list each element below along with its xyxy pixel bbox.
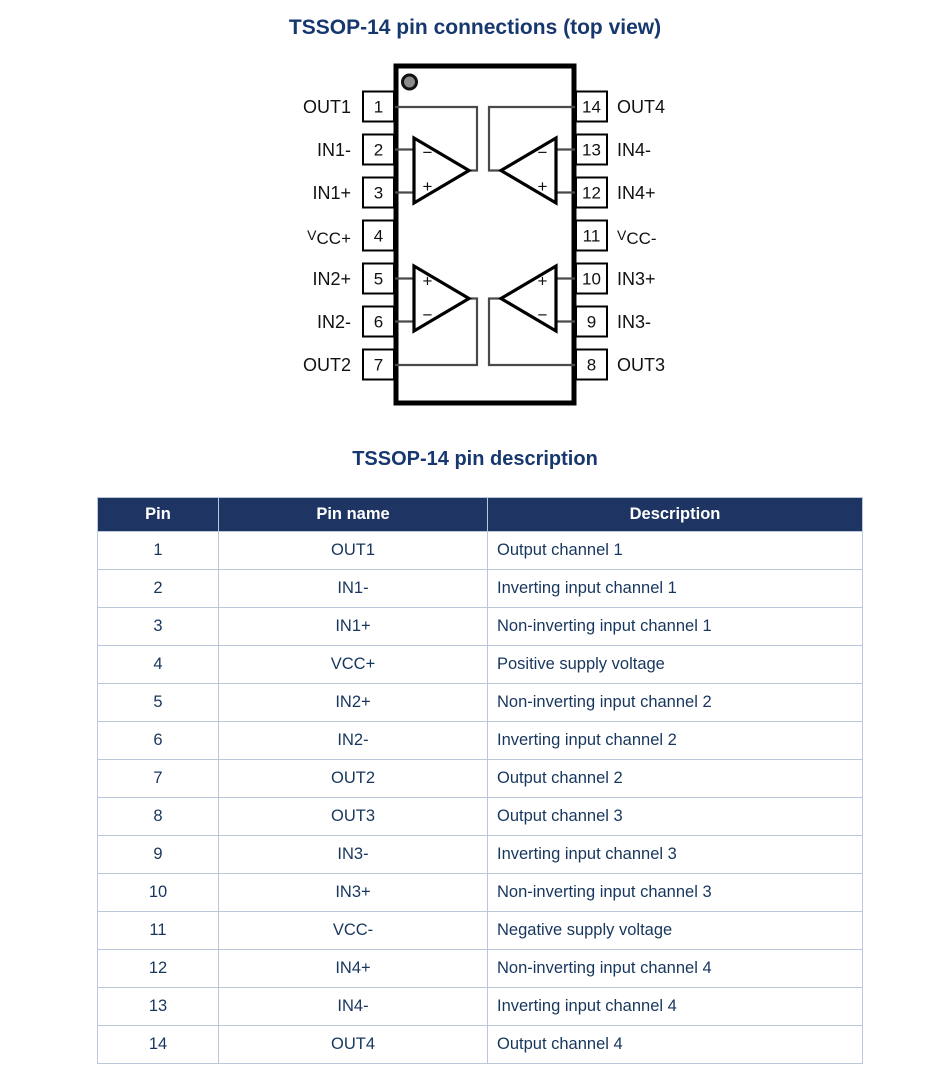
table-row (98, 836, 863, 874)
name-cell: VCC+ (219, 646, 488, 684)
name-cell: IN3- (219, 836, 488, 874)
name-cell: IN4+ (219, 950, 488, 988)
pin-cell: 13 (98, 988, 219, 1026)
opamp4-plus-icon: + (537, 177, 548, 196)
table-row (98, 874, 863, 912)
desc-cell: Output channel 3 (488, 798, 863, 836)
pin-cell: 7 (98, 760, 219, 798)
pin-number: 6 (373, 312, 384, 332)
pin-label-out3: OUT3 (617, 355, 666, 375)
pin-label-in1plus: IN1+ (312, 183, 351, 203)
opamp1-plus-icon: + (422, 177, 433, 196)
name-cell: IN2- (219, 722, 488, 760)
pin-cell: 2 (98, 570, 219, 608)
name-cell: IN3+ (219, 874, 488, 912)
pin-cell: 1 (98, 532, 219, 570)
pin-number: 14 (582, 97, 601, 117)
pin-label-in2plus: IN2+ (312, 269, 351, 289)
table-row (98, 608, 863, 646)
pin-cell: 8 (98, 798, 219, 836)
pin-description-title: TSSOP-14 pin description (352, 448, 598, 470)
table-row (98, 684, 863, 722)
desc-cell: Non-inverting input channel 3 (488, 874, 863, 912)
opamp2-minus-icon: − (422, 305, 433, 325)
pin-label-out4: OUT4 (617, 97, 666, 117)
name-cell: IN1+ (219, 608, 488, 646)
table-row (98, 1026, 863, 1064)
tssop14-pin-diagram (0, 0, 950, 445)
name-cell: IN2+ (219, 684, 488, 722)
pin-number: 8 (586, 355, 597, 375)
pin-label-in4plus: IN4+ (617, 183, 656, 203)
pin-cell: 11 (98, 912, 219, 950)
chip-body (396, 66, 574, 403)
opamp4-minus-icon: − (537, 143, 548, 162)
table-row (98, 532, 863, 570)
header-pin: Pin (98, 498, 219, 532)
name-cell: OUT3 (219, 798, 488, 836)
pin-description-table (97, 497, 863, 1064)
name-cell: VCC- (219, 912, 488, 950)
desc-cell: Inverting input channel 4 (488, 988, 863, 1026)
table-row (98, 646, 863, 684)
pin-cell: 6 (98, 722, 219, 760)
desc-cell: Positive supply voltage (488, 646, 863, 684)
name-cell: OUT4 (219, 1026, 488, 1064)
pin-cell: 14 (98, 1026, 219, 1064)
header-pin-name: Pin name (219, 498, 488, 532)
pin-cell: 10 (98, 874, 219, 912)
pin-number: 9 (586, 312, 597, 332)
pin-number: 7 (373, 355, 384, 375)
pin-number: 3 (373, 183, 384, 203)
pin1-indicator-dot-icon (403, 75, 417, 89)
pin-label-in1minus: IN1- (316, 140, 351, 160)
pin-number: 1 (373, 97, 384, 117)
table-row (98, 988, 863, 1026)
pin-label-out2: OUT2 (302, 355, 351, 375)
pin-number: 11 (582, 226, 601, 246)
pin-number: 10 (582, 269, 601, 289)
pin-label-in3minus: IN3- (617, 312, 652, 332)
desc-cell: Inverting input channel 1 (488, 570, 863, 608)
pin-number: 5 (373, 269, 384, 289)
opamp2-plus-icon: + (422, 271, 433, 291)
pin-label-vccplus: VCC+ (307, 227, 351, 248)
table-row (98, 912, 863, 950)
pin-cell: 4 (98, 646, 219, 684)
pin-number: 4 (373, 226, 384, 246)
pin-label-in2minus: IN2- (316, 312, 351, 332)
pin-number: 12 (582, 183, 601, 203)
pin-cell: 12 (98, 950, 219, 988)
header-description: Description (488, 498, 863, 532)
table-row (98, 798, 863, 836)
pin-label-in4minus: IN4- (617, 140, 652, 160)
opamp3-minus-icon: − (537, 305, 548, 325)
table-row (98, 570, 863, 608)
table-row (98, 760, 863, 798)
table-row (98, 722, 863, 760)
pin-label-vccminus: VCC- (617, 227, 657, 248)
table-row (98, 950, 863, 988)
pin-cell: 9 (98, 836, 219, 874)
desc-cell: Output channel 2 (488, 760, 863, 798)
desc-cell: Output channel 1 (488, 532, 863, 570)
pin-cell: 5 (98, 684, 219, 722)
desc-cell: Non-inverting input channel 4 (488, 950, 863, 988)
opamp3-plus-icon: + (537, 271, 548, 291)
pin-number: 13 (582, 140, 601, 160)
name-cell: IN4- (219, 988, 488, 1026)
desc-cell: Negative supply voltage (488, 912, 863, 950)
pin-connections-title: TSSOP-14 pin connections (top view) (288, 16, 662, 39)
desc-cell: Non-inverting input channel 1 (488, 608, 863, 646)
desc-cell: Output channel 4 (488, 1026, 863, 1064)
name-cell: OUT1 (219, 532, 488, 570)
pin-label-out1: OUT1 (302, 97, 351, 117)
desc-cell: Inverting input channel 2 (488, 722, 863, 760)
name-cell: IN1- (219, 570, 488, 608)
pin-label-in3plus: IN3+ (617, 269, 656, 289)
opamp1-minus-icon: − (422, 143, 433, 162)
table-header-row (98, 498, 863, 532)
pin-number: 2 (373, 140, 384, 160)
desc-cell: Inverting input channel 3 (488, 836, 863, 874)
name-cell: OUT2 (219, 760, 488, 798)
desc-cell: Non-inverting input channel 2 (488, 684, 863, 722)
pin-cell: 3 (98, 608, 219, 646)
